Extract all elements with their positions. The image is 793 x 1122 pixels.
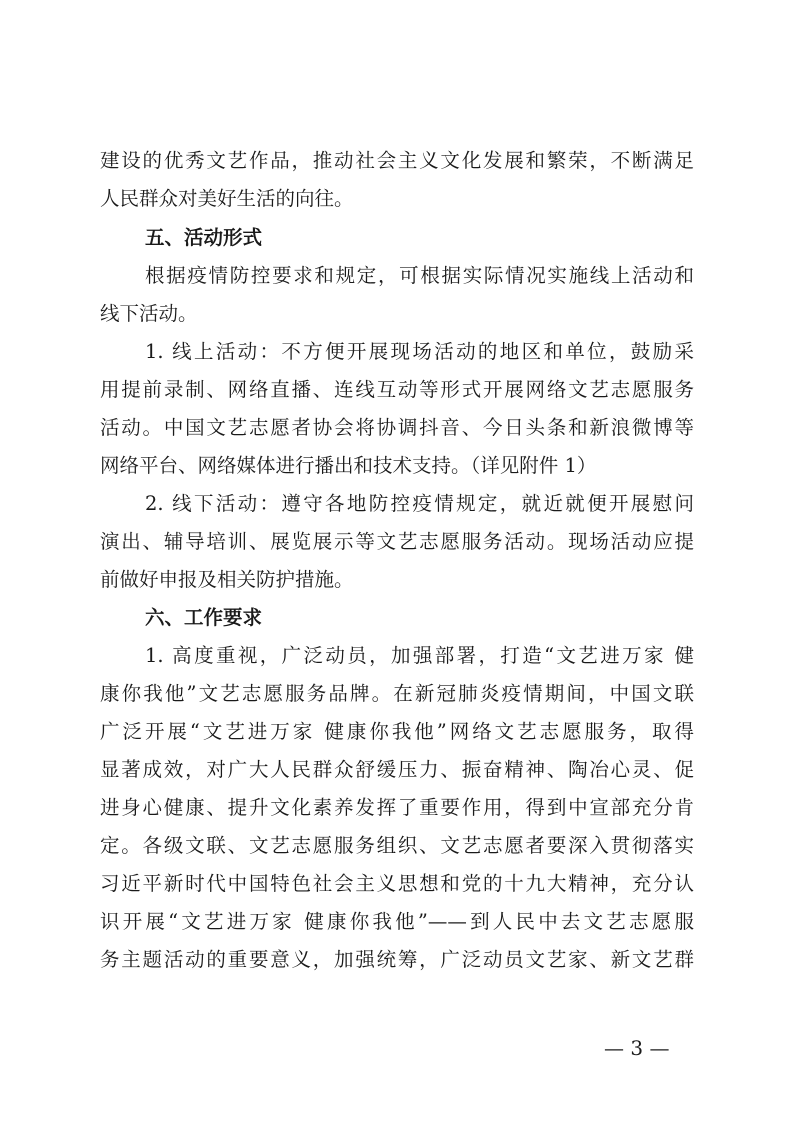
body-line: 建设的优秀文艺作品，推动社会主义文化发展和繁荣，不断满足 bbox=[100, 149, 694, 172]
body-line: 人民群众对美好生活的向往。 bbox=[100, 187, 354, 210]
body-line: 网络平台、网络媒体进行播出和技术支持。（详见附件 1） bbox=[100, 454, 597, 477]
body-line: 识开展“文艺进万家 健康你我他”——到人民中去文艺志愿服 bbox=[100, 910, 694, 933]
page-number: — 3 — bbox=[604, 1036, 670, 1060]
body-line: 广泛开展“文艺进万家 健康你我他”网络文艺志愿服务，取得 bbox=[100, 720, 694, 743]
body-line: 1. 线上活动：不方便开展现场活动的地区和单位，鼓励采 bbox=[145, 340, 694, 363]
body-line: 进身心健康、提升文化素养发挥了重要作用，得到中宣部充分肯 bbox=[100, 796, 694, 819]
body-line: 用提前录制、网络直播、连线互动等形式开展网络文艺志愿服务 bbox=[100, 378, 694, 401]
body-line: 习近平新时代中国特色社会主义思想和党的十九大精神，充分认 bbox=[100, 872, 694, 895]
body-line: 康你我他”文艺志愿服务品牌。在新冠肺炎疫情期间，中国文联 bbox=[100, 682, 694, 705]
body-line: 活动。中国文艺志愿者协会将协调抖音、今日头条和新浪微博等 bbox=[100, 416, 694, 439]
body-line: 演出、辅导培训、展览展示等文艺志愿服务活动。现场活动应提 bbox=[100, 530, 694, 553]
body-line: 定。各级文联、文艺志愿服务组织、文艺志愿者要深入贯彻落实 bbox=[100, 834, 694, 857]
section-heading: 五、活动形式 bbox=[145, 226, 263, 249]
body-line: 务主题活动的重要意义，加强统筹，广泛动员文艺家、新文艺群 bbox=[100, 948, 694, 971]
body-line: 前做好申报及相关防护措施。 bbox=[100, 568, 354, 591]
body-line: 2. 线下活动：遵守各地防控疫情规定，就近就便开展慰问 bbox=[145, 492, 694, 515]
body-line: 1. 高度重视，广泛动员，加强部署，打造“文艺进万家 健 bbox=[145, 644, 694, 667]
body-line: 线下活动。 bbox=[100, 302, 198, 325]
body-line: 根据疫情防控要求和规定，可根据实际情况实施线上活动和 bbox=[145, 264, 694, 287]
section-heading: 六、工作要求 bbox=[145, 606, 263, 629]
body-line: 显著成效，对广大人民群众舒缓压力、振奋精神、陶冶心灵、促 bbox=[100, 758, 694, 781]
